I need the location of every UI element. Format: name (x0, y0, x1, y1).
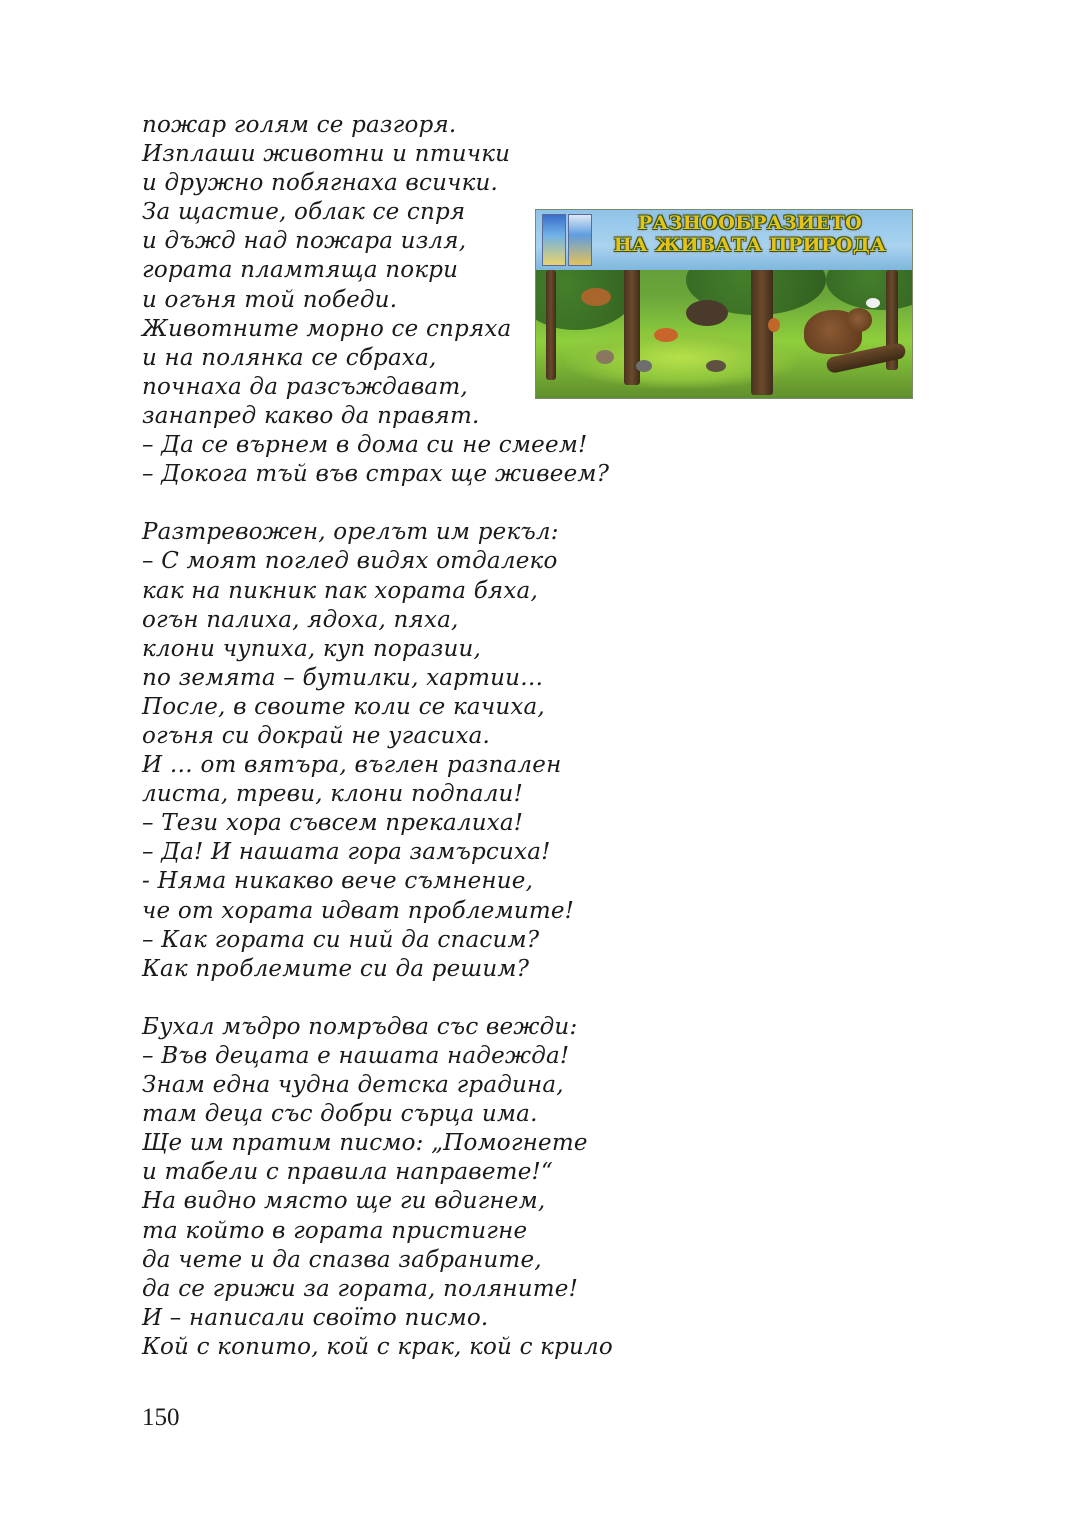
stanza-2 (142, 518, 613, 984)
poem-line: огън палиха, ядоха, пяха, (142, 606, 459, 633)
poem-line: – Тези хора съвсем прекалиха! (142, 810, 524, 837)
poem-line: да се грижи за гората, поляните! (142, 1275, 579, 1302)
poem-line: За щастие, облак се спря (142, 199, 466, 226)
bear-head (846, 308, 872, 332)
poem-line: Разтревожен, орелът им рекъл: (142, 519, 559, 546)
poem-line: гората пламтяща покри (142, 257, 459, 284)
stanza-gap (142, 984, 613, 1013)
poem-line: - Няма никакво вече съмнение, (142, 868, 534, 895)
poem-line: и огъня той победи. (142, 286, 398, 313)
poem-line: Изплаши животни и птички (142, 141, 511, 168)
poem-line: и дъжд над пожара изля, (142, 228, 467, 255)
rabbit-animal (596, 350, 614, 364)
poem-line: почнаха да разсъждават, (142, 373, 468, 400)
poem-line: Как проблемите си да решим? (142, 955, 530, 982)
poem-line: Кой с копито, кой с крак, кой с крило (142, 1333, 613, 1360)
stanza-3 (142, 1013, 613, 1362)
poem-line: че от хората идват проблемите! (142, 897, 575, 924)
poem-line: Бухал мъдро помръдва със вежди: (142, 1013, 578, 1040)
poem-line: да чете и да спазва забраните, (142, 1246, 542, 1273)
poem-line: – Да! И нашата гора замърсиха! (142, 839, 551, 866)
poem-line: Знам една чудна детска градина, (142, 1072, 564, 1099)
raccoon-animal (636, 360, 652, 372)
poem-line: – Как гората си ний да спасим? (142, 926, 540, 953)
squirrel-animal (768, 318, 780, 332)
poem-line: по земята – бутилки, хартии… (142, 664, 544, 691)
poem-line: После, в своите коли се качиха, (142, 693, 545, 720)
book-cover-icon (568, 214, 592, 266)
poem-line: как на пикник пак хората бяха, (142, 577, 538, 604)
page-number: 150 (142, 1404, 180, 1431)
book-cover-icon (542, 214, 566, 266)
illustration-title-line-1: РАЗНООБРАЗИЕТО (637, 212, 863, 234)
boar-animal (686, 300, 728, 326)
deer-animal (581, 288, 611, 306)
poem-line: пожар голям се разгоря. (142, 112, 457, 138)
hedgehog-animal (706, 360, 726, 372)
tree-trunk (546, 270, 556, 380)
forest-illustration (535, 209, 913, 399)
bird-animal (866, 298, 880, 308)
poem-line: И – написали своїто писмо. (142, 1304, 489, 1331)
poem-line: там деца със добри сърца има. (142, 1101, 538, 1128)
poem-line: – Докога тъй във страх ще живеем? (142, 461, 610, 488)
poem-line: и дружно побягнаха всички. (142, 170, 499, 197)
poem-line: На видно място ще ги вдигнем, (142, 1188, 546, 1215)
poem-line: огъня си докрай не угасиха. (142, 722, 491, 749)
poem-line: Животните морно се спряха (142, 315, 512, 342)
stanza-gap (142, 489, 613, 518)
poem-line: листа, треви, клони подпали! (142, 781, 524, 808)
poem-line: клони чупиха, куп поразии, (142, 635, 482, 662)
illustration-title (594, 212, 906, 256)
poem-line: И … от вятъра, въглен разпален (142, 752, 562, 779)
poem-line: – С моят поглед видях отдалеко (142, 548, 558, 575)
poem-line: занапред какво да правят. (142, 402, 480, 429)
fox-animal (654, 328, 678, 342)
illustration-title-line-2: НА ЖИВАТА ПРИРОДА (613, 234, 887, 256)
poem-line: и табели с правила направете!“ (142, 1159, 553, 1186)
poem-line: – Да се върнем в дома си не смеем! (142, 432, 588, 459)
poem-line: та който в гората пристигне (142, 1217, 528, 1244)
poem-line: – Във децата е нашата надежда! (142, 1043, 570, 1069)
poem-line: Ще им пратим писмо: „Помогнете (142, 1130, 588, 1157)
poem-line: и на полянка се сбраха, (142, 344, 437, 371)
